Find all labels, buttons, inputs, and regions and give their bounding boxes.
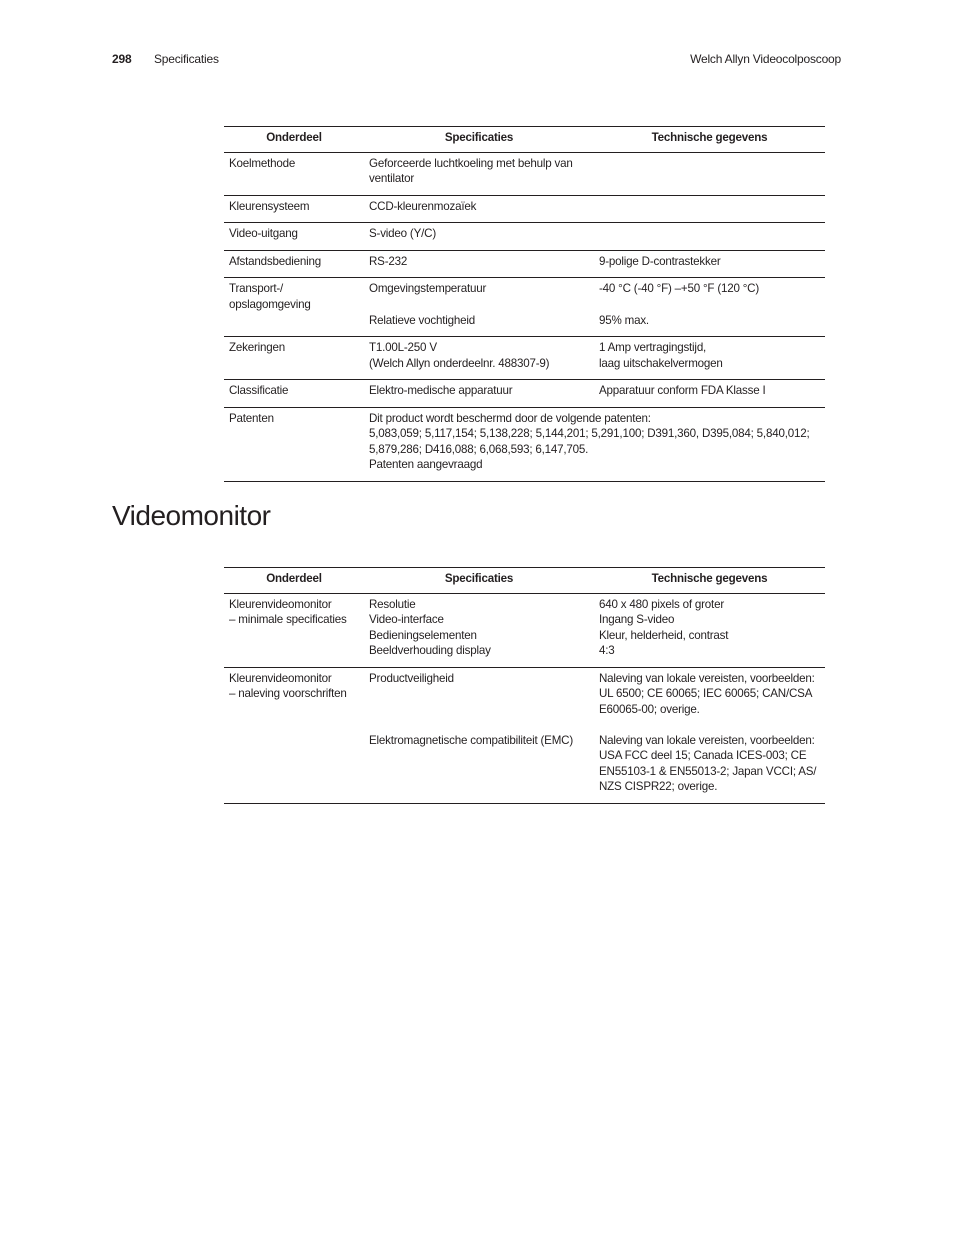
running-section: Specificaties [154, 52, 219, 66]
table-row [224, 152, 825, 195]
table-row [224, 667, 825, 803]
cell-spec: Productveiligheid Elektromagnetische compatibiliteit (EMC) [364, 667, 594, 803]
cell-spec: CCD-kleurenmozaïek [364, 195, 594, 223]
cell-part: Kleurensysteem [224, 195, 364, 223]
cell-part: Classificatie [224, 380, 364, 408]
cell-spec: Elektro-medische apparatuur [364, 380, 594, 408]
cell-tech: -40 °C (-40 °F) –+50 °F (120 °C) 95% max. [594, 278, 825, 337]
cell-part: Zekeringen [224, 337, 364, 380]
table-row [224, 407, 825, 481]
table-header-row [224, 127, 825, 153]
table-header-row [224, 568, 825, 594]
cell-part: Patenten [224, 407, 364, 481]
cell-spec: S-video (Y/C) [364, 223, 594, 251]
cell-tech [594, 195, 825, 223]
running-title: Welch Allyn Videocolposcoop [690, 52, 841, 66]
cell-spec: Geforceerde luchtkoeling met behulp van ventilator [364, 152, 594, 195]
cell-part: Kleurenvideomonitor – naleving voorschriften [224, 667, 364, 803]
cell-tech: Naleving van lokale vereisten, voorbeelden: UL 6500; CE 60065; IEC 60065; CAN/CSA E60065-00; overige. Naleving van lokale vereisten, voorbeelden: USA FCC deel 15; Canada ICES-003; CE EN55103-1 & EN55013-2; Japan VCCI; AS/ NZS CISPR22; overige. [594, 667, 825, 803]
table-row [224, 278, 825, 337]
cell-spec: Omgevingstemperatuur Relatieve vochtigheid [364, 278, 594, 337]
cell-spec: RS-232 [364, 250, 594, 278]
cell-spec: Resolutie Video-interface Bedieningselementen Beeldverhouding display [364, 593, 594, 667]
cell-part: Video-uitgang [224, 223, 364, 251]
cell-part: Kleurenvideomonitor – minimale specificaties [224, 593, 364, 667]
table-row [224, 337, 825, 380]
cell-tech: 9-polige D-contrastekker [594, 250, 825, 278]
page-number: 298 [112, 52, 132, 66]
table-row [224, 250, 825, 278]
column-header: Specificaties [364, 127, 594, 153]
table-row [224, 593, 825, 667]
table-row [224, 195, 825, 223]
column-header: Onderdeel [224, 568, 364, 594]
table-row [224, 223, 825, 251]
spec-table-videomonitor [224, 567, 825, 804]
spec-table-videocolposcope [224, 126, 825, 482]
column-header: Specificaties [364, 568, 594, 594]
cell-spec-patents: Dit product wordt beschermd door de volgende patenten: 5,083,059; 5,117,154; 5,138,228; 5,144,201; 5,291,100; D391,360, D395,084; 5,840,012; 5,879,286; D416,088; 6,068,593; 6,147,705. Patenten aangevraagd [364, 407, 825, 481]
cell-tech: Apparatuur conform FDA Klasse I [594, 380, 825, 408]
column-header: Onderdeel [224, 127, 364, 153]
cell-part: Koelmethode [224, 152, 364, 195]
table-row [224, 380, 825, 408]
cell-spec: T1.00L-250 V (Welch Allyn onderdeelnr. 488307-9) [364, 337, 594, 380]
cell-tech [594, 152, 825, 195]
cell-part: Afstandsbediening [224, 250, 364, 278]
cell-tech [594, 223, 825, 251]
cell-tech: 640 x 480 pixels of groter Ingang S-video Kleur, helderheid, contrast 4:3 [594, 593, 825, 667]
column-header: Technische gegevens [594, 568, 825, 594]
section-heading: Videomonitor [112, 500, 271, 531]
cell-part: Transport-/ opslagomgeving [224, 278, 364, 337]
column-header: Technische gegevens [594, 127, 825, 153]
cell-tech: 1 Amp vertragingstijd, laag uitschakelvermogen [594, 337, 825, 380]
